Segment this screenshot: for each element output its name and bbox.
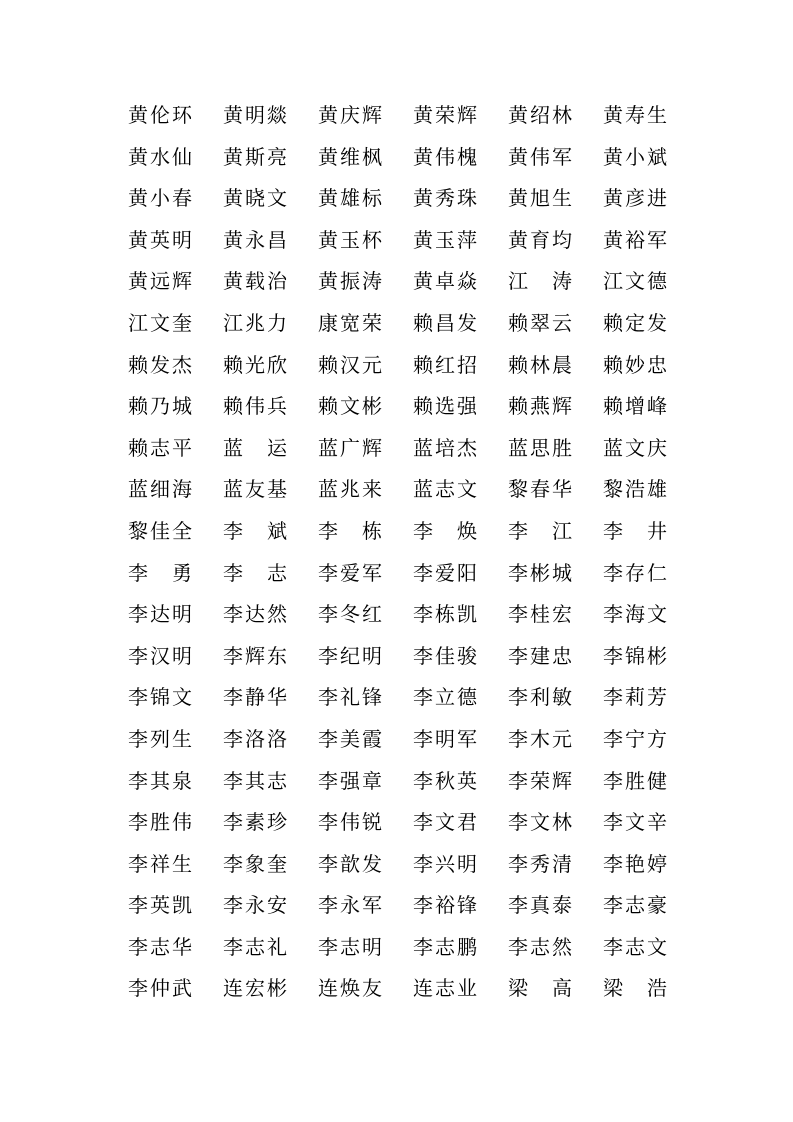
name-entry: 蓝文庆 [603,435,667,460]
name-entry: 李祥生 [128,851,192,876]
name-entry: 黄伟军 [508,144,572,169]
name-entry: 连焕友 [318,976,382,1001]
name-entry: 黄旭生 [508,186,572,211]
name-entry: 黄寿生 [603,103,667,127]
name-entry: 黄晓文 [223,186,287,211]
name-entry: 黄水仙 [128,144,192,169]
name-entry: 李锦文 [128,685,192,710]
name-entry: 黄斯亮 [223,144,287,169]
name-entry: 李强章 [318,768,382,793]
name-entry: 黄绍林 [508,103,572,127]
name-entry: 蓝志文 [413,477,477,502]
name-entry: 黎浩雄 [603,477,667,502]
name-entry: 黄永昌 [223,227,287,252]
name-entry: 赖红招 [413,352,477,377]
name-entry: 黄庆辉 [318,103,382,127]
name-entry: 李彬城 [508,560,572,585]
name-entry: 李洛洛 [223,726,287,751]
name-entry: 蓝思胜 [508,435,572,460]
name-entry: 李文君 [413,810,477,835]
name-entry: 李荣辉 [508,768,572,793]
name-entry: 李英凯 [128,893,192,918]
name-entry: 李文辛 [603,810,667,835]
name-entry: 康宽荣 [318,310,382,335]
name-entry: 李兴明 [413,851,477,876]
name-entry: 李仲武 [128,976,192,1001]
name-entry: 赖林晨 [508,352,572,377]
name-entry: 李歆发 [318,851,382,876]
name-entry: 蓝 运 [223,435,287,460]
name-entry: 李胜健 [603,768,667,793]
name-entry: 赖增峰 [603,394,667,419]
name-entry: 李裕锋 [413,893,477,918]
name-entry: 黄玉杯 [318,227,382,252]
name-entry: 李列生 [128,726,192,751]
name-entry: 李冬红 [318,602,382,627]
name-entry: 李美霞 [318,726,382,751]
name-entry: 赖光欣 [223,352,287,377]
name-entry: 蓝培杰 [413,435,477,460]
name-entry: 黄育均 [508,227,572,252]
name-entry: 李象奎 [223,851,287,876]
name-entry: 连宏彬 [223,976,287,1001]
name-entry: 李达然 [223,602,287,627]
name-entry: 李 江 [508,518,572,543]
name-entry: 李桂宏 [508,602,572,627]
name-entry: 李 焕 [413,518,477,543]
name-entry: 李佳骏 [413,643,477,668]
name-entry: 黄秀珠 [413,186,477,211]
name-entry: 赖志平 [128,435,192,460]
name-entry: 李汉明 [128,643,192,668]
name-entry: 李志明 [318,934,382,959]
name-entry: 蓝友基 [223,477,287,502]
name-entry: 黄玉萍 [413,227,477,252]
name-entry: 李立德 [413,685,477,710]
name-entry: 黄彦进 [603,186,667,211]
name-entry: 李建忠 [508,643,572,668]
name-entry: 蓝细海 [128,477,192,502]
name-entry: 赖定发 [603,310,667,335]
name-entry: 李志鹏 [413,934,477,959]
name-entry: 赖妙忠 [603,352,667,377]
name-entry: 江 涛 [508,269,572,294]
name-entry: 蓝广辉 [318,435,382,460]
name-entry: 李志华 [128,934,192,959]
name-entry: 黄明燚 [223,103,287,127]
name-entry: 黄维枫 [318,144,382,169]
name-entry: 李真泰 [508,893,572,918]
name-entry: 黄卓焱 [413,269,477,294]
name-entry: 李素珍 [223,810,287,835]
name-entry: 黄伟槐 [413,144,477,169]
name-entry: 黄英明 [128,227,192,252]
name-entry: 李宁方 [603,726,667,751]
name-entry: 李爱军 [318,560,382,585]
name-entry: 李志文 [603,934,667,959]
name-entry: 李 志 [223,560,287,585]
name-entry: 赖燕辉 [508,394,572,419]
name-entry: 黄远辉 [128,269,192,294]
name-entry: 江文奎 [128,310,192,335]
name-entry: 李 斌 [223,518,287,543]
name-entry: 赖翠云 [508,310,572,335]
name-entry: 李莉芳 [603,685,667,710]
name-entry: 赖乃城 [128,394,192,419]
name-entry: 李志礼 [223,934,287,959]
name-entry: 李辉东 [223,643,287,668]
name-entry: 黄载治 [223,269,287,294]
name-entry: 赖伟兵 [223,394,287,419]
name-entry: 李伟锐 [318,810,382,835]
name-entry: 黄小斌 [603,144,667,169]
name-entry: 李存仁 [603,560,667,585]
name-entry: 黄裕军 [603,227,667,252]
name-entry: 黎佳全 [128,518,192,543]
name-entry: 李锦彬 [603,643,667,668]
name-entry: 黄雄标 [318,186,382,211]
name-entry: 李 井 [603,518,667,543]
name-entry: 李木元 [508,726,572,751]
name-entry: 李明军 [413,726,477,751]
name-entry: 李秀清 [508,851,572,876]
name-entry: 李永军 [318,893,382,918]
name-entry: 李文林 [508,810,572,835]
name-entry: 李 栋 [318,518,382,543]
name-entry: 李胜伟 [128,810,192,835]
name-entry: 蓝兆来 [318,477,382,502]
name-entry: 李志豪 [603,893,667,918]
name-entry: 黎春华 [508,477,572,502]
name-entry: 李其志 [223,768,287,793]
name-entry: 黄振涛 [318,269,382,294]
name-entry: 李礼锋 [318,685,382,710]
name-entry: 李达明 [128,602,192,627]
name-entry: 李 勇 [128,560,192,585]
name-entry: 江兆力 [223,310,287,335]
name-entry: 李艳婷 [603,851,667,876]
name-entry: 李永安 [223,893,287,918]
name-entry: 李其泉 [128,768,192,793]
name-entry: 李利敏 [508,685,572,710]
name-entry: 李栋凯 [413,602,477,627]
name-list-grid [128,95,698,1010]
name-entry: 李静华 [223,685,287,710]
name-entry: 赖选强 [413,394,477,419]
name-entry: 黄荣辉 [413,103,477,127]
name-entry: 赖文彬 [318,394,382,419]
name-entry: 李海文 [603,602,667,627]
name-entry: 连志业 [413,976,477,1001]
name-entry: 赖昌发 [413,310,477,335]
name-entry: 赖发杰 [128,352,192,377]
name-entry: 赖汉元 [318,352,382,377]
name-entry: 黄小春 [128,186,192,211]
name-entry: 江文德 [603,269,667,294]
name-entry: 李爱阳 [413,560,477,585]
name-entry: 梁 高 [508,976,572,1001]
name-entry: 李志然 [508,934,572,959]
name-entry: 李纪明 [318,643,382,668]
name-entry: 梁 浩 [603,976,667,1001]
name-entry: 李秋英 [413,768,477,793]
name-entry: 黄伦环 [128,103,192,127]
